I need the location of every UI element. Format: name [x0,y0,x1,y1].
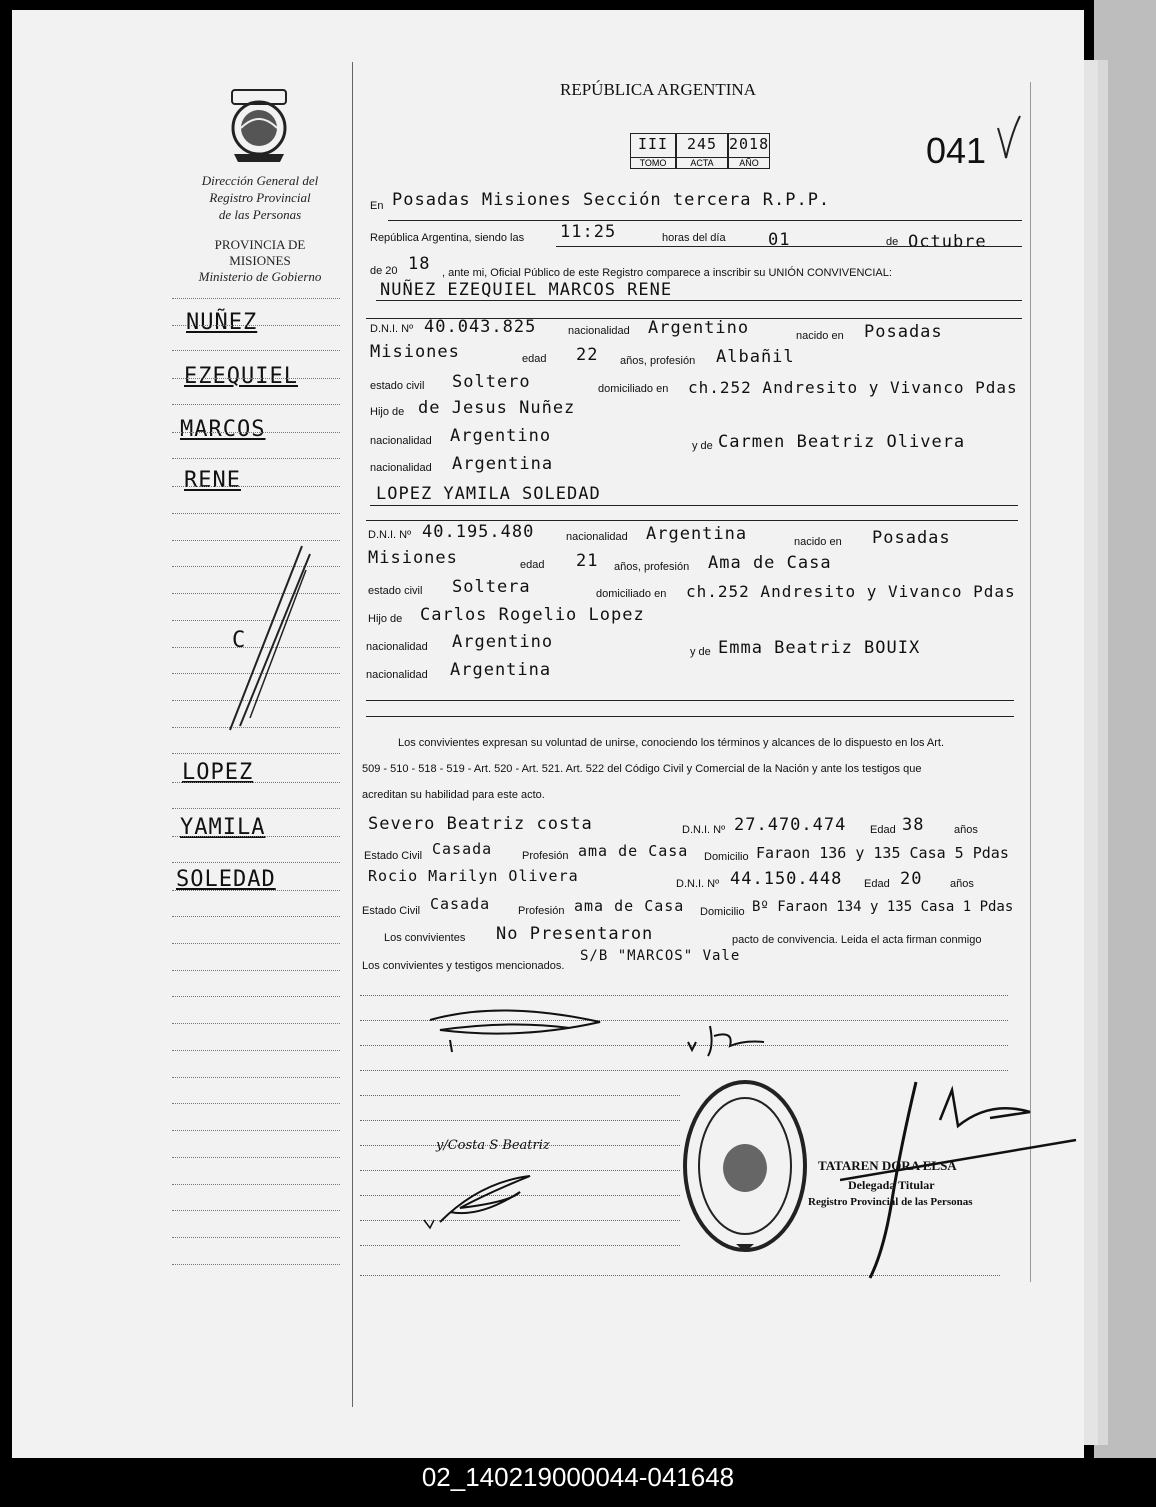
w1-civil-label: Estado Civil [364,850,423,862]
p1-yde-label: y de [692,440,713,452]
p2-edad: 21 [576,551,599,571]
en-value: Posadas Misiones Sección tercera R.P.P. [392,190,831,210]
p2-dom-label: domiciliado en [596,588,667,600]
p1-prof: Albañil [716,347,795,367]
rep-label: República Argentina, siendo las [370,232,525,244]
p1-nac-label: nacionalidad [568,325,630,337]
p1-hijo-label: Hijo de [370,406,405,418]
p1-madre: Carmen Beatriz Olivera [718,432,966,452]
w2-civil-label: Estado Civil [362,905,421,917]
p1-edad: 22 [576,345,599,365]
p2-yde-label: y de [690,646,711,658]
p1-prof-label: años, profesión [620,355,696,367]
p1-dni: 40.043.825 [424,317,537,337]
p2-nac3-label: nacionalidad [366,669,428,681]
country-title: REPÚBLICA ARGENTINA [560,80,756,99]
dia-value: 01 [768,230,791,250]
registry-stamp-icon [680,1076,810,1256]
witness-note: y/Costa S Beatriz [436,1138,550,1153]
rule [556,246,1022,247]
p1-nac: Argentino [648,318,750,338]
document-code: 02_140219000044-041648 [421,1462,735,1492]
w2-dni: 44.150.448 [730,869,843,889]
p2-dom: ch.252 Andresito y Vivanco Pdas [686,582,1016,601]
signature-2 [684,1016,784,1066]
final-label: Los convivientes y testigos mencionados. [362,960,565,972]
p1-nacido2: Misiones [370,342,460,362]
de20-label: de 20 [370,265,398,277]
w2-prof: ama de Casa [574,897,685,915]
w2-prof-label: Profesión [518,905,565,917]
p1-dni-label: D.N.I. Nº [370,323,414,335]
ante-label: , ante mi, Oficial Público de este Registro comparece a inscribir su UNIÓN CONVIVENCIAL: [442,267,892,279]
p1-nacido1: Posadas [864,322,943,342]
p1-madre-nac: Argentina [452,454,554,474]
w2-dom: Bº Faraon 134 y 135 Casa 1 Pdas [752,899,1014,915]
mes-value: Octubre [908,232,987,252]
signature-3 [420,1162,550,1232]
p2-civil-label: estado civil [368,585,423,597]
column-divider [352,62,353,1407]
rule [366,716,1014,717]
p2-padre: Carlos Rogelio Lopez [420,605,645,625]
w1-edad-label: Edad [870,824,896,836]
official-office: Registro Provincial de las Personas [808,1196,973,1208]
p2-dni-label: D.N.I. Nº [368,529,412,541]
p2-madre-nac: Argentina [450,660,552,680]
left-name-4: RENE [184,468,241,493]
final-value: S/B "MARCOS" Vale [580,948,741,964]
cancel-strike-lines [210,540,320,740]
p2-nacido1: Posadas [872,528,951,548]
w1-prof: ama de Casa [578,842,689,860]
w1-anos-label: años [954,824,978,836]
p1-padre: de Jesus Nuñez [418,398,576,418]
signature-1 [420,1000,620,1060]
w1-civil: Casada [432,840,493,858]
horas-label: horas del día [662,232,726,244]
p2-madre: Emma Beatriz BOUIX [718,638,921,658]
official-title: Delegada Titular [848,1178,935,1192]
en-label: En [370,200,384,212]
year-value: 18 [408,254,431,274]
p1-edad-label: edad [522,353,547,365]
registry-title: Dirección General del Registro Provincial de las Personas [201,173,319,222]
p1-dom-label: domiciliado en [598,383,669,395]
p1-padre-nac: Argentino [450,426,552,446]
left-name-5: LOPEZ [182,760,254,785]
conv-value: No Presentaron [496,924,654,944]
left-c-mark: C [232,628,247,653]
w1-dni: 27.470.474 [734,815,847,835]
left-name-6: YAMILA [180,815,266,840]
w1-edad: 38 [902,815,925,835]
misiones-seal-icon [226,88,292,164]
hora-value: 11:25 [560,222,617,242]
rule [370,505,1018,506]
p2-prof-label: años, profesión [614,561,690,573]
p2-nacido-label: nacido en [794,536,842,548]
w2-edad-label: Edad [864,878,890,890]
p2-nac-label: nacionalidad [566,531,628,543]
p2-hijo-label: Hijo de [368,613,403,625]
check-mark-icon [994,112,1024,162]
rule [388,220,1022,221]
p1-nacido-label: nacido en [796,330,844,342]
p2-prof: Ama de Casa [708,553,832,573]
w2-name: Rocio Marilyn Olivera [368,867,579,885]
p2-edad-label: edad [520,559,545,571]
official-name: TATAREN DORA ELSA [818,1158,957,1173]
left-name-3: MARCOS [180,417,266,442]
tomo-box: III TOMO [630,133,676,169]
p1-name: NUÑEZ EZEQUIEL MARCOS RENE [380,280,673,300]
w2-civil: Casada [430,895,491,913]
w2-edad: 20 [900,869,923,889]
p1-dom: ch.252 Andresito y Vivanco Pdas [688,378,1018,397]
rule [376,300,1022,301]
pacto-label: pacto de convivencia. Leida el acta firman conmigo [732,934,982,946]
w1-dom: Faraon 136 y 135 Casa 5 Pdas [756,844,1009,862]
paper-edge [1084,60,1098,1445]
p1-civil-label: estado civil [370,380,425,392]
acta-box: 245 ACTA [676,133,728,169]
p2-nacido2: Misiones [368,548,458,568]
rule [366,520,1018,521]
de-label: de [886,236,899,248]
legal-text: Los convivientes expresan su voluntad de unirse, conociendo los términos y alcances de lo dispuesto en los Art. 509 - 510 - 518 - 519 - Art. 520 - Art. 521. Art. 522 del Código Civil y Comercial de la Nación y ante los testigos que acreditan su habilidad para este acto. [362,737,945,801]
w1-prof-label: Profesión [522,850,569,862]
anio-box: 2018 AÑO [729,135,770,168]
p1-nac2-label: nacionalidad [370,435,432,447]
left-name-1: NUÑEZ [186,310,258,335]
p2-padre-nac: Argentino [452,632,554,652]
p2-dni: 40.195.480 [422,522,535,542]
p2-name: LOPEZ YAMILA SOLEDAD [376,484,601,504]
w1-dni-label: D.N.I. Nº [682,824,726,836]
w1-dom-label: Domicilio [704,851,749,863]
province-title: PROVINCIA DE MISIONES Ministerio de Gobierno [198,237,322,284]
folio-number: 041 [926,130,987,171]
paper-edge-2 [1098,60,1108,1445]
w2-dni-label: D.N.I. Nº [676,878,720,890]
conv-label: Los convivientes [384,932,466,944]
p1-civil: Soltero [452,372,531,392]
p2-civil: Soltera [452,577,531,597]
w2-dom-label: Domicilio [700,906,745,918]
left-name-2: EZEQUIEL [184,364,298,389]
left-name-7: SOLEDAD [176,867,276,892]
official-signature [840,1070,1080,1290]
w2-anos-label: años [950,878,974,890]
p2-nac2-label: nacionalidad [366,641,428,653]
p1-nac3-label: nacionalidad [370,462,432,474]
w1-name: Severo Beatriz costa [368,814,593,834]
p2-nac: Argentina [646,524,748,544]
rule [366,700,1014,701]
